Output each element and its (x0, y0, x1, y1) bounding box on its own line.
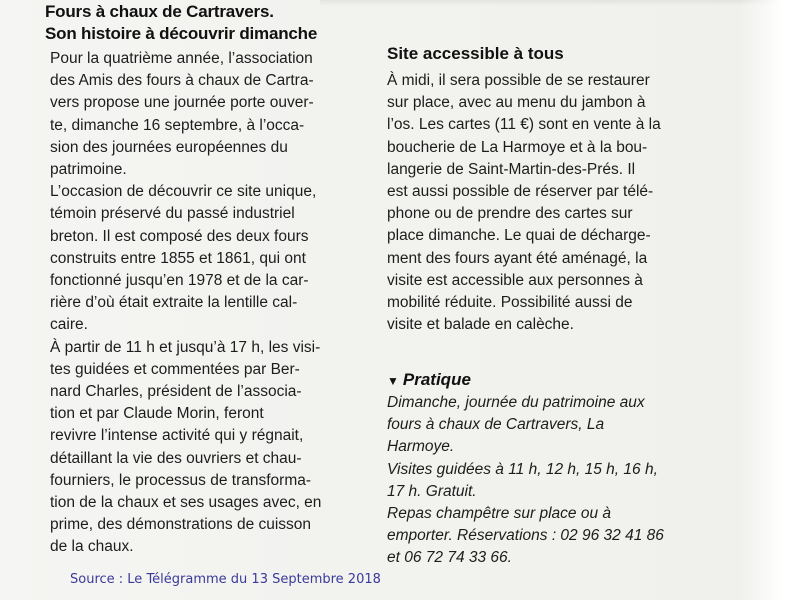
text-line: tion et par Claude Morin, feront (50, 405, 264, 423)
text-line: de la chaux. (50, 538, 134, 556)
section-title-site: Site accessible à tous (387, 44, 564, 63)
text-line: te, dimanche 16 septembre, à l’occa- (50, 116, 305, 134)
page-edge (740, 0, 800, 600)
source-caption: Source : Le Télégramme du 13 Septembre 2018 (70, 572, 381, 587)
text-line: 17 h. Gratuit. (387, 482, 477, 500)
text-line: vers propose une journée porte ouver- (50, 94, 314, 112)
page-shadow (320, 0, 800, 6)
text-line: À midi, il sera possible de se restaurer (387, 72, 650, 89)
text-line: caire. (50, 316, 88, 334)
section-title-pratique (387, 370, 471, 390)
text-line: Harmoye. (387, 438, 455, 456)
text-line: tion de la chaux et ses usages avec, en (50, 494, 322, 512)
text-line: détaillant la vie des ouvriers et chau- (50, 449, 302, 467)
text-line: emporter. Réservations : 02 96 32 41 86 (387, 527, 664, 545)
text-line: revivre l’intense activité qui y régnait, (50, 427, 304, 445)
text-line: phone ou de prendre des cartes sur (387, 205, 633, 223)
text-line: Visites guidées à 11 h, 12 h, 15 h, 16 h, (387, 460, 658, 478)
triangle-down-icon: ▼ (387, 374, 399, 388)
text-line: breton. Il est composé des deux fours (50, 227, 309, 245)
text-line: fours à chaux de Cartravers, La (387, 416, 605, 434)
text-line: langerie de Saint-Martin-des-Prés. Il (387, 160, 636, 178)
text-line: l’os. Les cartes (11 €) sont en vente à la (387, 116, 661, 134)
text-line: À partir de 11 h et jusqu’à 17 h, les visi- (50, 338, 321, 356)
text-line: sion des journées européennes du (50, 138, 288, 156)
text-line: mobilité réduite. Possibilité aussi de (387, 294, 633, 312)
text-line: visite est accessible aux personnes à (387, 271, 643, 289)
text-line: fourniers, le processus de transforma- (50, 471, 312, 489)
text-line: visite et balade en calèche. (387, 316, 574, 334)
text-line: ment des fours ayant été aménagé, la (387, 249, 648, 267)
pratique-label: Pratique (402, 370, 471, 389)
text-line: patrimoine. (50, 161, 127, 179)
pratique-box (387, 392, 707, 570)
text-line: Repas champêtre sur place ou à (387, 505, 612, 523)
text-line: et 06 72 74 33 66. (387, 549, 512, 567)
left-column (50, 48, 370, 559)
text-line: rière d’où était extraite la lentille cal- (50, 294, 298, 312)
text-line: boucherie de La Harmoye et à la bou- (387, 138, 648, 156)
right-column (387, 70, 699, 336)
article-title-line1: Fours à chaux de Cartravers. (45, 2, 274, 21)
text-line: tes guidées et commentées par Ber- (50, 360, 300, 378)
text-line: fonctionné jusqu’en 1978 et de la car- (50, 272, 309, 290)
text-line: Dimanche, journée du patrimoine aux (387, 394, 645, 411)
text-line: nard Charles, président de l’associa- (50, 383, 302, 401)
text-line: Pour la quatrième année, l’association (50, 50, 313, 67)
text-line: construits entre 1855 et 1861, qui ont (50, 249, 306, 267)
text-line: place dimanche. Le quai de décharge- (387, 227, 651, 245)
text-line: est aussi possible de réserver par télé- (387, 183, 654, 201)
text-line: témoin préservé du passé industriel (50, 205, 295, 223)
article-title-line2: Son histoire à découvrir dimanche (45, 24, 318, 43)
text-line: prime, des démonstrations de cuisson (50, 516, 312, 534)
text-line: sur place, avec au menu du jambon à (387, 94, 646, 112)
text-line: des Amis des fours à chaux de Cartra- (50, 72, 314, 90)
text-line: L’occasion de découvrir ce site unique, (50, 183, 317, 201)
